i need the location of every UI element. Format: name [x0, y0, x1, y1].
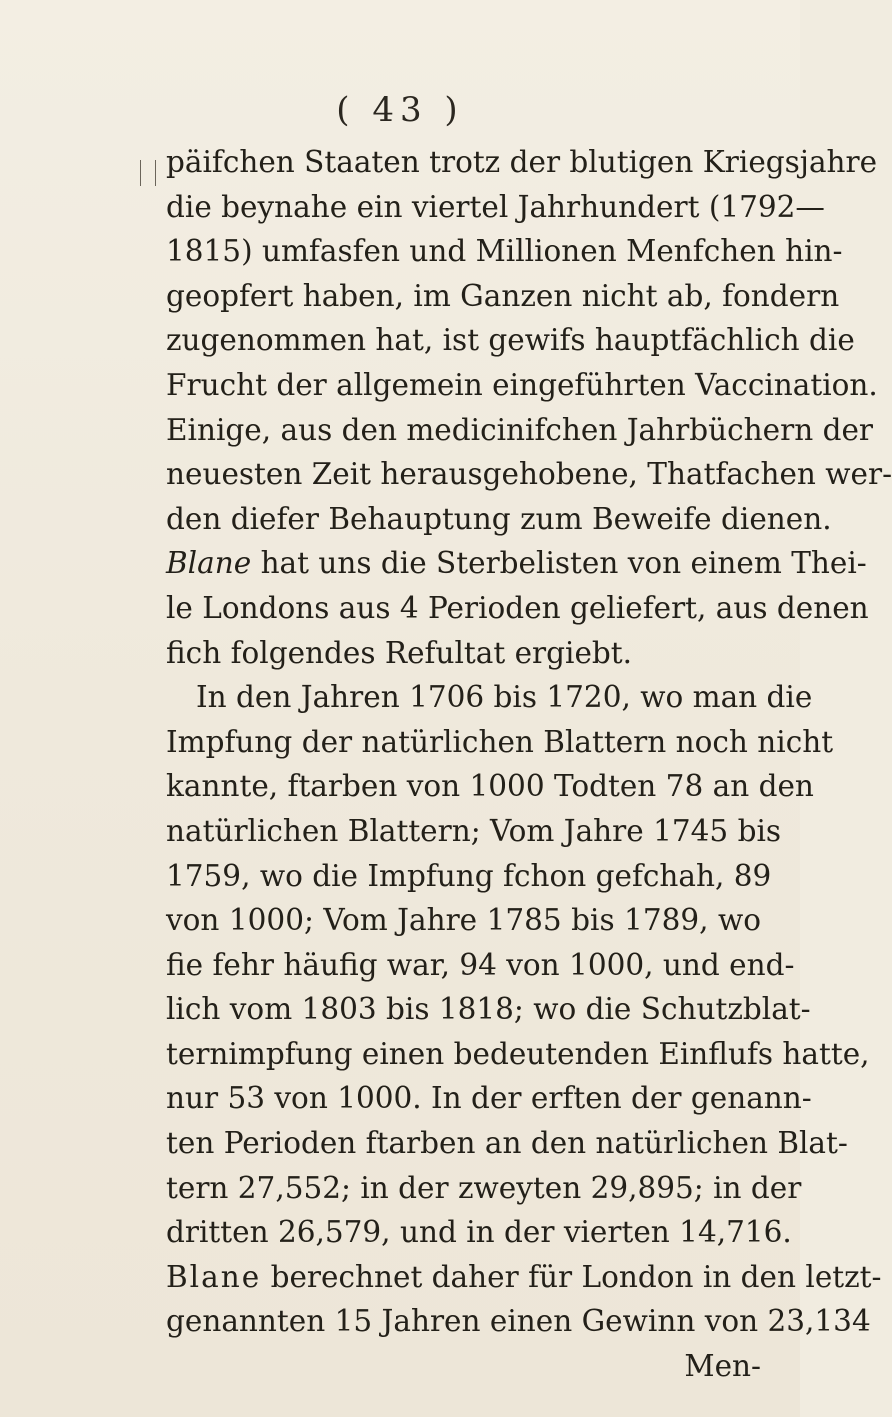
margin-mark — [140, 160, 156, 186]
text-line-7: Einige, aus den medicinifchen Jahrbüchern der — [166, 412, 874, 447]
text-line-12: fich folgendes Refultat ergiebt. — [166, 635, 633, 670]
text-line-2: die beynahe ein viertel Jahrhundert (1792— — [166, 189, 825, 224]
catchword: Men- — [684, 1349, 761, 1384]
paragraph2-line-3: kannte, ftarben von 1000 Todten 78 an den — [166, 769, 814, 804]
text-line-1: päifchen Staaten trotz der blutigen Kriegsjahre — [166, 145, 878, 179]
paragraph2-line-13: dritten 26,579, und in der vierten 14,716. — [166, 1215, 792, 1250]
text-line-11: le Londons aus 4 Perioden geliefert, aus denen — [166, 590, 869, 625]
text-line-6: Frucht der allgemein eingeführten Vaccination. — [166, 367, 878, 402]
paragraph2-line-14-rest: berechnet daher für London in den letzt- — [270, 1259, 882, 1294]
paragraph2-line-2: Impfung der natürlichen Blattern noch nicht — [166, 724, 834, 759]
paragraph2-line-14 — [166, 1255, 882, 1300]
text-block — [166, 140, 892, 1389]
paragraph2-line-7: fie fehr häufig war, 94 von 1000, und end- — [166, 947, 795, 982]
paragraph2-line-9: ternimpfung einen bedeutenden Einflufs hatte, — [166, 1036, 870, 1071]
text-line-10 — [166, 541, 867, 586]
page-number: ( 43 ) — [336, 90, 464, 130]
paragraph2-line-10: nur 53 von 1000. In der erften der genann- — [166, 1081, 812, 1116]
paragraph2-line-6: von 1000; Vom Jahre 1785 bis 1789, wo — [166, 903, 761, 938]
text-line-9: den diefer Behauptung zum Beweife dienen. — [166, 501, 832, 536]
paragraph2-line-11: ten Perioden ftarben an den natürlichen Blat- — [166, 1126, 848, 1161]
paragraph2-line-12: tern 27,552; in der zweyten 29,895; in der — [166, 1170, 802, 1205]
text-line-5: zugenommen hat, ist gewifs hauptfächlich die — [166, 323, 855, 358]
paragraph2-line-5: 1759, wo die Impfung fchon gefchah, 89 — [166, 858, 772, 893]
paragraph2-line-8: lich vom 1803 bis 1818; wo die Schutzblat- — [166, 992, 811, 1027]
paragraph2-line-4: natürlichen Blattern; Vom Jahre 1745 bis — [166, 813, 782, 848]
author-name-spaced: Blane — [166, 1259, 262, 1294]
paragraph2-line-15: genannten 15 Jahren einen Gewinn von 23,134 — [166, 1304, 871, 1339]
author-name-italic: Blane — [166, 546, 252, 581]
text-line-8: neuesten Zeit herausgehobene, Thatfachen wer- — [166, 457, 892, 492]
text-line-3: 1815) umfasfen und Millionen Menfchen hin- — [166, 234, 843, 269]
text-line-10-rest: hat uns die Sterbelisten von einem Thei- — [260, 546, 867, 581]
paragraph2-line-1: In den Jahren 1706 bis 1720, wo man die — [196, 680, 813, 715]
text-line-4: geopfert haben, im Ganzen nicht ab, fondern — [166, 278, 840, 313]
